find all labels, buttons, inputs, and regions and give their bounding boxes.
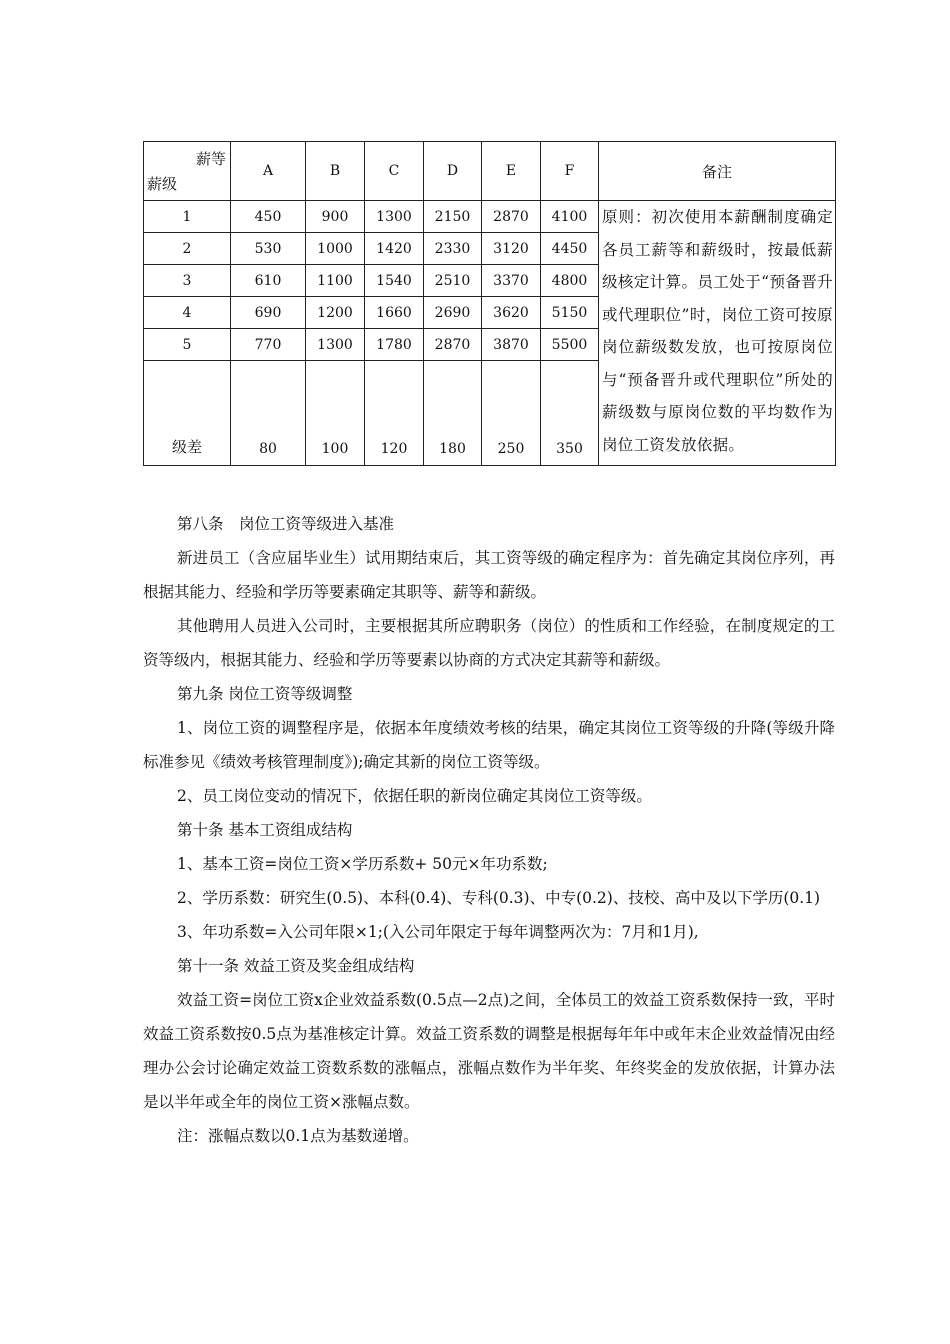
grade-header-a: A <box>231 142 306 201</box>
value-cell: 1300 <box>365 201 424 233</box>
diff-value-cell: 250 <box>482 361 541 466</box>
level-cell: 4 <box>144 297 231 329</box>
value-cell: 2870 <box>424 329 482 361</box>
section-11-note: 注：涨幅点数以0.1点为基数递增。 <box>177 1127 419 1145</box>
value-cell: 3620 <box>482 297 541 329</box>
section-10-paragraph-1: 1、基本工资=岗位工资×学历系数+ 50元×年功系数; <box>177 855 548 873</box>
value-cell: 1780 <box>365 329 424 361</box>
diff-value-cell: 100 <box>306 361 365 466</box>
corner-header-cell <box>144 142 231 201</box>
grade-header-b: B <box>306 142 365 201</box>
diff-value-cell: 80 <box>231 361 306 466</box>
level-cell: 2 <box>144 233 231 265</box>
grade-header-c: C <box>365 142 424 201</box>
section-8-paragraph-2: 其他聘用人员进入公司时，主要根据其所应聘职务（岗位）的性质和工作经验，在制度规定的工资等级内，根据其能力、经验和学历等要素以协商的方式决定其薪等和薪级。 <box>143 617 835 669</box>
salary-table-container <box>143 141 835 466</box>
value-cell: 1660 <box>365 297 424 329</box>
diff-value-cell: 120 <box>365 361 424 466</box>
value-cell: 610 <box>231 265 306 297</box>
value-cell: 450 <box>231 201 306 233</box>
diff-value-cell: 350 <box>541 361 599 466</box>
section-9-paragraph-1: 1、岗位工资的调整程序是，依据本年度绩效考核的结果，确定其岗位工资等级的升降(等级升降标准参见《绩效考核管理制度》);确定其新的岗位工资等级。 <box>143 719 835 771</box>
value-cell: 770 <box>231 329 306 361</box>
value-cell: 5500 <box>541 329 599 361</box>
section-10-paragraph-3: 3、年功系数=入公司年限×1;(入公司年限定于每年调整两次为：7月和1月), <box>177 923 699 941</box>
value-cell: 2330 <box>424 233 482 265</box>
value-cell: 2150 <box>424 201 482 233</box>
value-cell: 4100 <box>541 201 599 233</box>
grade-axis-label: 薪等 <box>195 150 226 168</box>
level-axis-label: 薪级 <box>147 175 178 193</box>
level-cell: 5 <box>144 329 231 361</box>
value-cell: 690 <box>231 297 306 329</box>
section-11-title: 第十一条 效益工资及奖金组成结构 <box>177 957 415 975</box>
value-cell: 1420 <box>365 233 424 265</box>
section-9-paragraph-2: 2、员工岗位变动的情况下，依据任职的新岗位确定其岗位工资等级。 <box>177 787 652 805</box>
section-10-paragraph-2: 2、学历系数：研究生(0.5)、本科(0.4)、专科(0.3)、中专(0.2)、技校、高中及以下学历(0.1) <box>177 889 821 907</box>
diff-value-cell: 180 <box>424 361 482 466</box>
level-cell: 3 <box>144 265 231 297</box>
grade-header-e: E <box>482 142 541 201</box>
value-cell: 2870 <box>482 201 541 233</box>
value-cell: 1540 <box>365 265 424 297</box>
section-11-paragraph-1: 效益工资=岗位工资x企业效益系数(0.5点—2点)之间，全体员工的效益工资系数保持一致，平时效益工资系数按0.5点为基准核定计算。效益工资系数的调整是根据每年年中或年末企业效益情况由经理办公会讨论确定效益工资数系数的涨幅点，涨幅点数作为半年奖、年终奖金的发放依据，计算办法是以半年或全年的岗位工资×涨幅点数。 <box>143 991 835 1111</box>
value-cell: 3370 <box>482 265 541 297</box>
grade-header-d: D <box>424 142 482 201</box>
section-10-title: 第十条 基本工资组成结构 <box>177 821 353 839</box>
document-body <box>143 507 835 1153</box>
value-cell: 1200 <box>306 297 365 329</box>
value-cell: 2690 <box>424 297 482 329</box>
table-header-row <box>144 142 836 201</box>
value-cell: 1300 <box>306 329 365 361</box>
section-8-title: 第八条 岗位工资等级进入基准 <box>177 515 395 533</box>
value-cell: 3870 <box>482 329 541 361</box>
diff-label-cell: 级差 <box>144 361 231 466</box>
value-cell: 4450 <box>541 233 599 265</box>
salary-table <box>143 141 836 466</box>
section-8-paragraph-1: 新进员工（含应届毕业生）试用期结束后，其工资等级的确定程序为：首先确定其岗位序列，再根据其能力、经验和学历等要素确定其职等、薪等和薪级。 <box>143 549 835 601</box>
table-row <box>144 201 836 233</box>
section-9-title: 第九条 岗位工资等级调整 <box>177 685 353 703</box>
remark-header: 备注 <box>599 142 836 201</box>
value-cell: 1000 <box>306 233 365 265</box>
value-cell: 1100 <box>306 265 365 297</box>
value-cell: 4800 <box>541 265 599 297</box>
grade-header-f: F <box>541 142 599 201</box>
value-cell: 5150 <box>541 297 599 329</box>
remark-cell: 原则：初次使用本薪酬制度确定各员工薪等和薪级时，按最低薪级核定计算。员工处于“预备晋升或代理职位”时，岗位工资可按原岗位薪级数发放，也可按原岗位与“预备晋升或代理职位”所处的薪级数与原岗位数的平均数作为岗位工资发放依据。 <box>599 201 836 466</box>
value-cell: 900 <box>306 201 365 233</box>
value-cell: 3120 <box>482 233 541 265</box>
value-cell: 2510 <box>424 265 482 297</box>
level-cell: 1 <box>144 201 231 233</box>
value-cell: 530 <box>231 233 306 265</box>
